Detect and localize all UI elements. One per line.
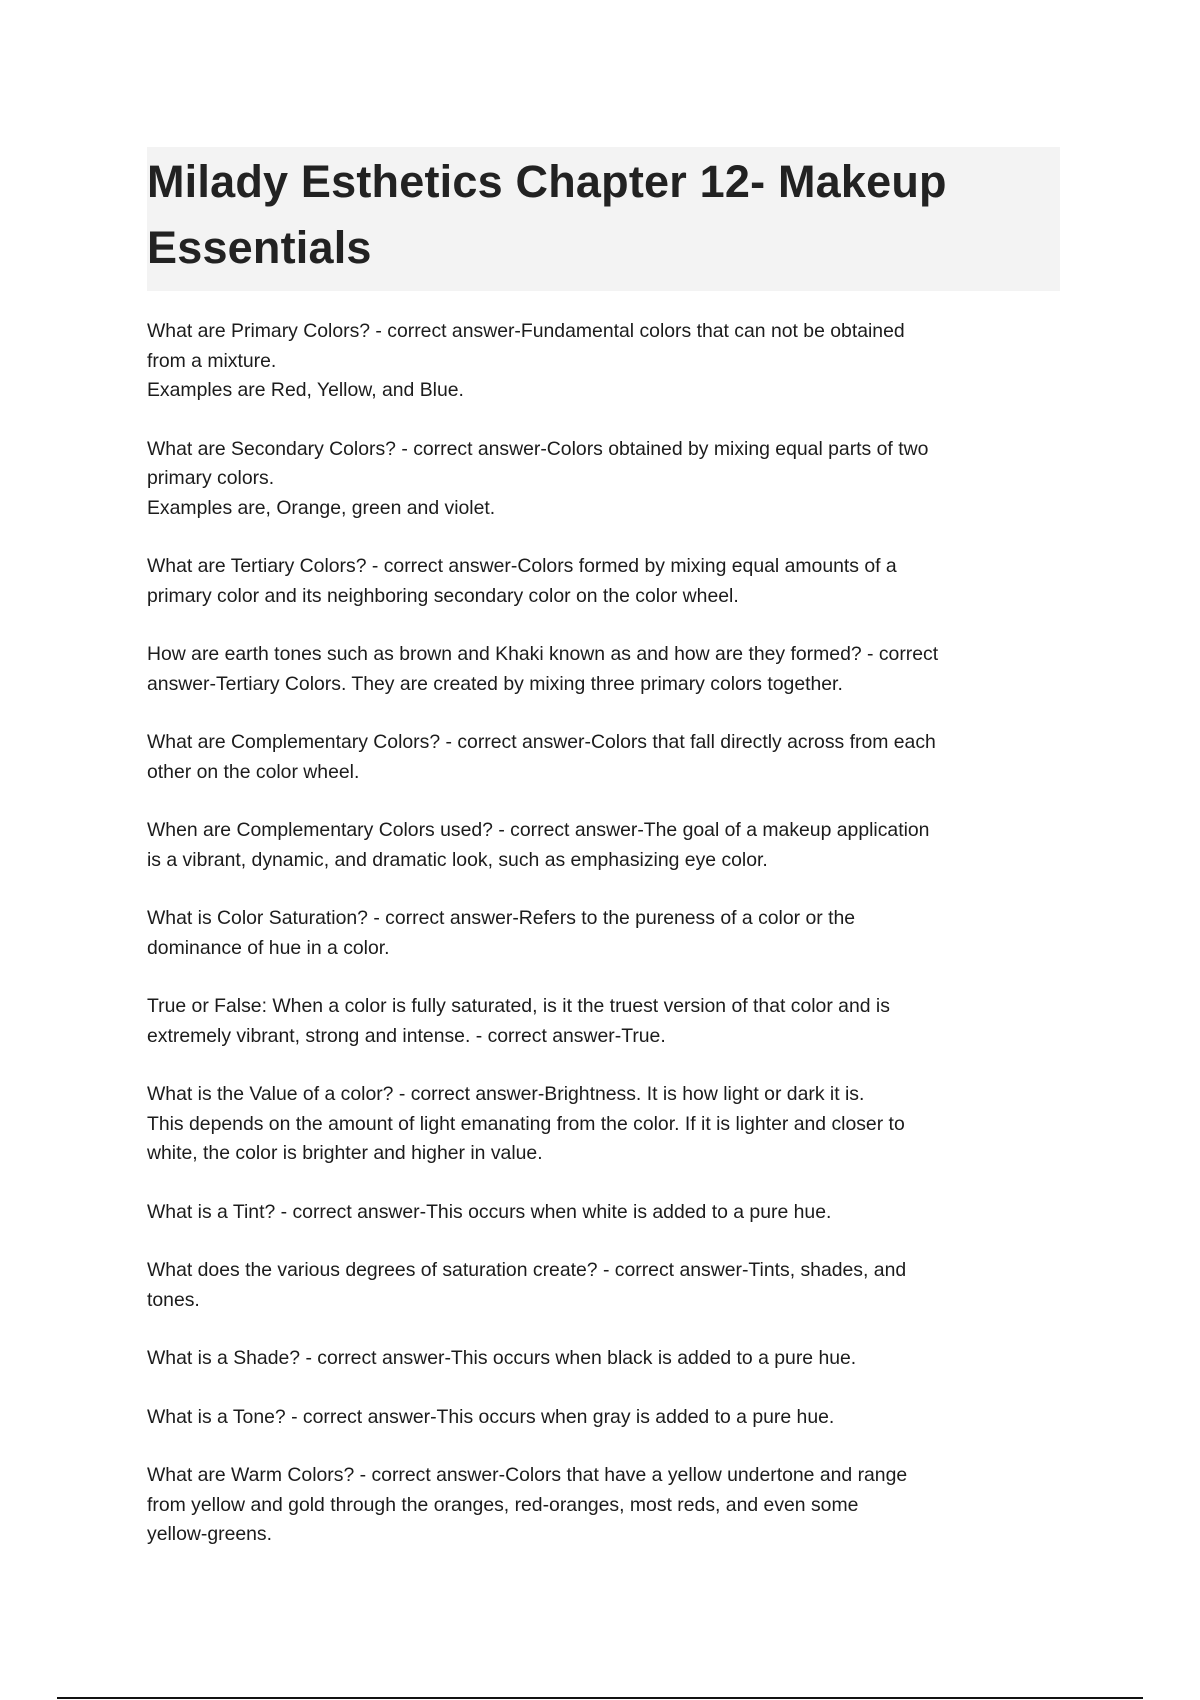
qa-entry: [147, 317, 1060, 406]
qa-line: How are earth tones such as brown and Khaki known as and how are they formed? - correct: [147, 643, 939, 665]
qa-line: What is a Tone? - correct answer-This occurs when gray is added to a pure hue.: [147, 1405, 835, 1428]
qa-line: True or False: When a color is fully saturated, is it the truest version of that color and is: [147, 995, 890, 1017]
qa-line: from a mixture.: [147, 349, 277, 372]
qa-line: What are Secondary Colors? - correct answer-Colors obtained by mixing equal parts of two: [147, 437, 929, 460]
qa-line: other on the color wheel.: [147, 760, 360, 783]
qa-line: tones.: [147, 1288, 200, 1311]
qa-line: extremely vibrant, strong and intense. - correct answer-True.: [147, 1024, 666, 1047]
qa-line: Examples are Red, Yellow, and Blue.: [147, 379, 464, 401]
document-page: [147, 147, 1060, 1579]
title-block: [147, 147, 1060, 291]
qa-line: When are Complementary Colors used? - correct answer-The goal of a makeup application: [147, 819, 930, 841]
qa-line: What are Primary Colors? - correct answer-Fundamental colors that can not be obtained: [147, 320, 905, 342]
qa-line: What is a Shade? - correct answer-This occurs when black is added to a pure hue.: [147, 1347, 857, 1369]
qa-line: What is a Tint? - correct answer-This occurs when white is added to a pure hue.: [147, 1200, 832, 1223]
qa-line: Examples are, Orange, green and violet.: [147, 496, 496, 519]
qa-entry: [147, 1198, 1060, 1228]
qa-entry: [147, 640, 1060, 699]
qa-entry: [147, 435, 1060, 524]
qa-line: This depends on the amount of light emanating from the color. If it is lighter and closer to: [147, 1112, 905, 1135]
qa-line: answer-Tertiary Colors. They are created by mixing three primary colors together.: [147, 672, 843, 695]
qa-entry: [147, 552, 1060, 611]
qa-line: dominance of hue in a color.: [147, 936, 390, 959]
qa-entry: [147, 1344, 1060, 1374]
qa-list: [147, 317, 1060, 1550]
qa-line: What is the Value of a color? - correct answer-Brightness. It is how light or dark it is.: [147, 1083, 865, 1105]
qa-line: What are Warm Colors? - correct answer-Colors that have a yellow undertone and range: [147, 1464, 908, 1486]
qa-line: What does the various degrees of saturation create? - correct answer-Tints, shades, and: [147, 1259, 907, 1281]
qa-line: primary colors.: [147, 467, 275, 489]
qa-line: yellow-greens.: [147, 1523, 273, 1545]
qa-entry: [147, 1461, 1060, 1550]
qa-entry: [147, 816, 1060, 875]
qa-line: What are Complementary Colors? - correct answer-Colors that fall directly across from each: [147, 731, 936, 753]
qa-entry: [147, 1403, 1060, 1433]
qa-line: is a vibrant, dynamic, and dramatic look, such as emphasizing eye color.: [147, 848, 768, 871]
qa-line: white, the color is brighter and higher in value.: [147, 1142, 543, 1164]
qa-line: from yellow and gold through the oranges, red-oranges, most reds, and even some: [147, 1493, 859, 1516]
qa-line: What is Color Saturation? - correct answer-Refers to the pureness of a color or the: [147, 907, 856, 929]
qa-entry: [147, 904, 1060, 963]
document-title: Milady Esthetics Chapter 12- Makeup Essentials: [147, 156, 947, 273]
page-bottom-divider: [57, 1697, 1143, 1699]
qa-line: primary color and its neighboring secondary color on the color wheel.: [147, 584, 739, 607]
qa-entry: [147, 1256, 1060, 1315]
qa-entry: [147, 728, 1060, 787]
qa-entry: [147, 992, 1060, 1051]
qa-line: What are Tertiary Colors? - correct answer-Colors formed by mixing equal amounts of a: [147, 555, 897, 577]
qa-entry: [147, 1080, 1060, 1169]
